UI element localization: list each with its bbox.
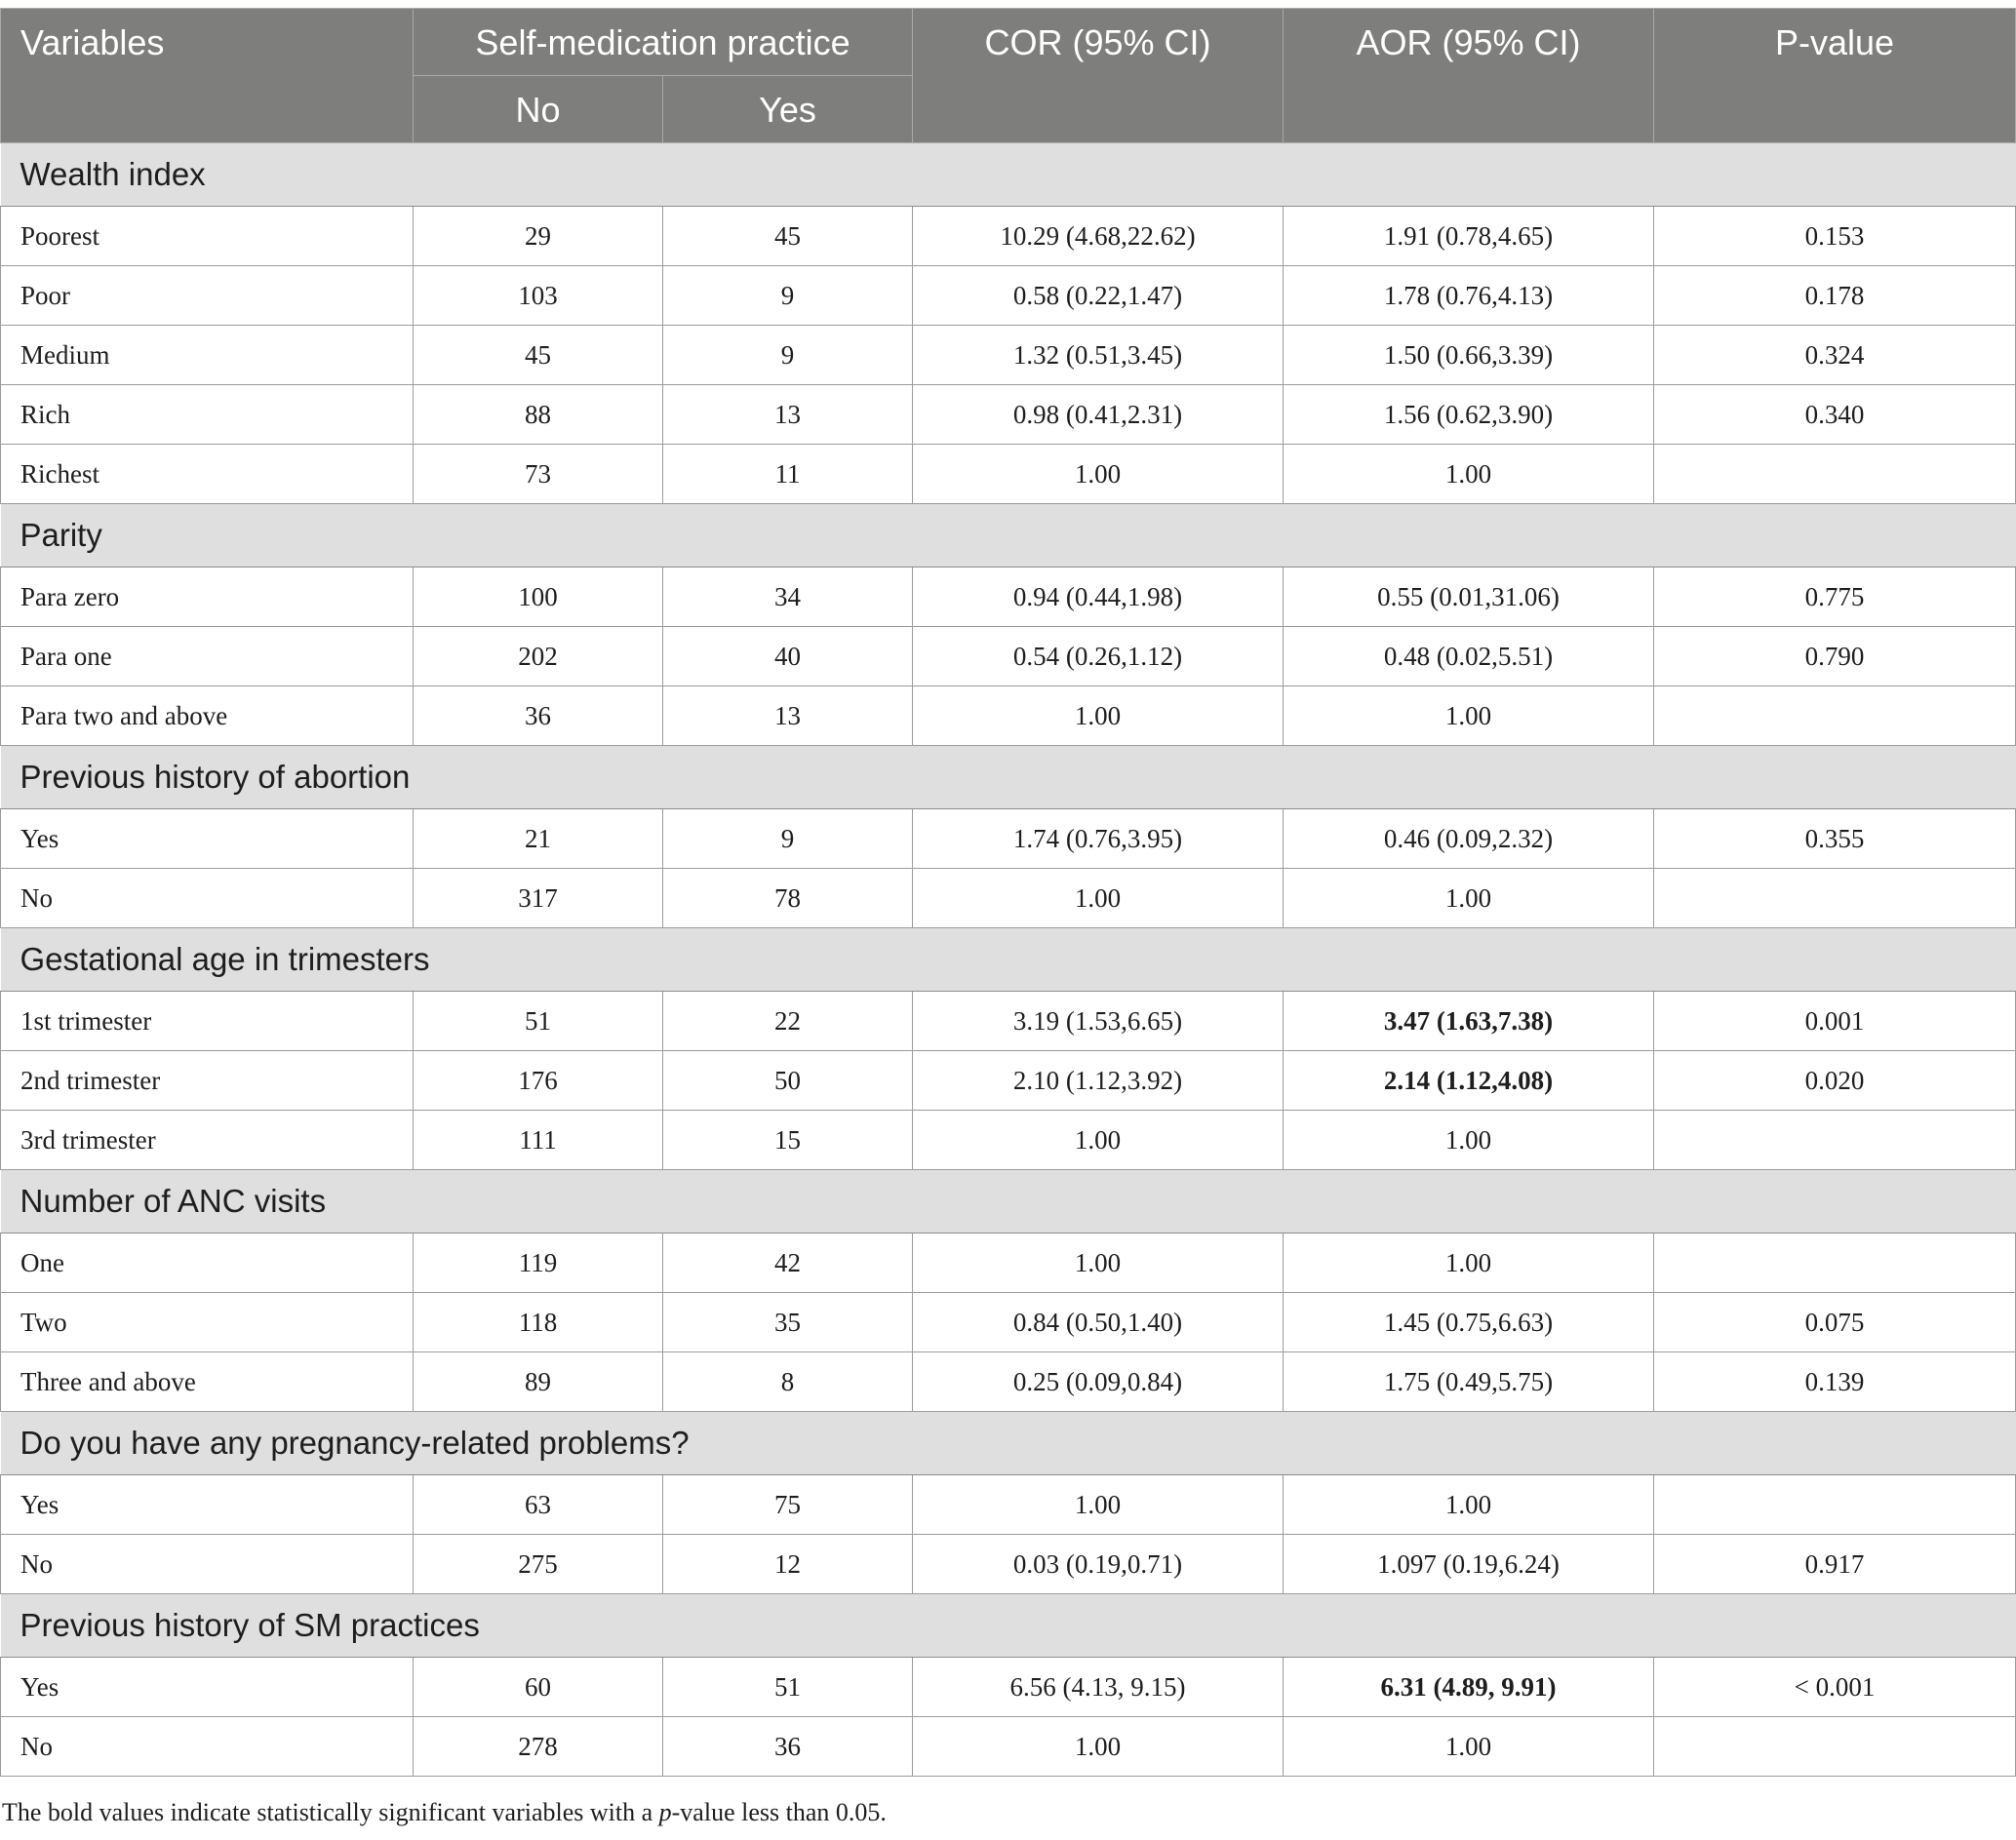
cell-aor: 3.47 (1.63,7.38): [1284, 992, 1654, 1051]
header-aor: AOR (95% CI): [1284, 9, 1654, 143]
table-row: [1, 445, 2016, 504]
cell-cor: 1.00: [913, 1233, 1284, 1293]
cell-yes: 22: [663, 992, 913, 1051]
header-pvalue: P-value: [1654, 9, 2016, 143]
group-title: Previous history of SM practices: [1, 1594, 2016, 1658]
cell-cor: 0.03 (0.19,0.71): [913, 1535, 1284, 1594]
cell-yes: 40: [663, 627, 913, 686]
cell-yes: 15: [663, 1111, 913, 1170]
cell-aor: 1.45 (0.75,6.63): [1284, 1293, 1654, 1352]
cell-pvalue: [1654, 1111, 2016, 1170]
cell-cor: 1.00: [913, 1717, 1284, 1777]
cell-pvalue: 0.020: [1654, 1051, 2016, 1111]
cell-no: 103: [414, 266, 663, 326]
cell-aor: 1.91 (0.78,4.65): [1284, 207, 1654, 266]
cell-aor: 1.50 (0.66,3.39): [1284, 326, 1654, 385]
cell-no: 73: [414, 445, 663, 504]
cell-aor: 1.00: [1284, 869, 1654, 928]
row-label: Medium: [1, 326, 414, 385]
cell-cor: 10.29 (4.68,22.62): [913, 207, 1284, 266]
row-label: No: [1, 869, 414, 928]
cell-no: 275: [414, 1535, 663, 1594]
cell-cor: 1.32 (0.51,3.45): [913, 326, 1284, 385]
cell-aor: 1.00: [1284, 445, 1654, 504]
cell-pvalue: [1654, 445, 2016, 504]
group-title: Gestational age in trimesters: [1, 928, 2016, 992]
cell-yes: 45: [663, 207, 913, 266]
cell-aor: 6.31 (4.89, 9.91): [1284, 1658, 1654, 1717]
cell-cor: 0.98 (0.41,2.31): [913, 385, 1284, 445]
header-cor: COR (95% CI): [913, 9, 1284, 143]
table-row: [1, 1658, 2016, 1717]
row-label: One: [1, 1233, 414, 1293]
cell-no: 36: [414, 686, 663, 746]
cell-pvalue: [1654, 1475, 2016, 1535]
footnote-after: -value less than 0.05.: [671, 1798, 887, 1826]
cell-no: 317: [414, 869, 663, 928]
group-header-row: [1, 1170, 2016, 1233]
cell-pvalue: 0.790: [1654, 627, 2016, 686]
cell-cor: 0.94 (0.44,1.98): [913, 568, 1284, 627]
row-label: Yes: [1, 809, 414, 869]
group-title: Do you have any pregnancy-related problems?: [1, 1412, 2016, 1475]
cell-yes: 36: [663, 1717, 913, 1777]
row-label: Yes: [1, 1475, 414, 1535]
cell-pvalue: 0.917: [1654, 1535, 2016, 1594]
cell-yes: 51: [663, 1658, 913, 1717]
cell-yes: 34: [663, 568, 913, 627]
row-label: Three and above: [1, 1352, 414, 1412]
row-label: Para two and above: [1, 686, 414, 746]
row-label: Para one: [1, 627, 414, 686]
table-row: [1, 266, 2016, 326]
table-row: [1, 568, 2016, 627]
footnote-before: The bold values indicate statistically significant variables with a: [2, 1798, 659, 1826]
cell-aor: 1.00: [1284, 1233, 1654, 1293]
table-row: [1, 627, 2016, 686]
table-row: [1, 1535, 2016, 1594]
cell-aor: 1.00: [1284, 1111, 1654, 1170]
row-label: Richest: [1, 445, 414, 504]
table-row: [1, 385, 2016, 445]
header-no: No: [414, 76, 663, 143]
cell-no: 202: [414, 627, 663, 686]
cell-no: 60: [414, 1658, 663, 1717]
cell-cor: 1.00: [913, 686, 1284, 746]
row-label: No: [1, 1717, 414, 1777]
table-row: [1, 686, 2016, 746]
cell-yes: 42: [663, 1233, 913, 1293]
row-label: No: [1, 1535, 414, 1594]
cell-aor: 1.75 (0.49,5.75): [1284, 1352, 1654, 1412]
table-row: [1, 809, 2016, 869]
cell-cor: 0.54 (0.26,1.12): [913, 627, 1284, 686]
cell-cor: 1.00: [913, 869, 1284, 928]
table-row: [1, 1051, 2016, 1111]
cell-pvalue: 0.075: [1654, 1293, 2016, 1352]
cell-aor: 1.78 (0.76,4.13): [1284, 266, 1654, 326]
cell-pvalue: 0.340: [1654, 385, 2016, 445]
cell-yes: 13: [663, 686, 913, 746]
cell-yes: 8: [663, 1352, 913, 1412]
table-body: [1, 143, 2016, 1777]
cell-pvalue: 0.178: [1654, 266, 2016, 326]
cell-pvalue: 0.153: [1654, 207, 2016, 266]
cell-pvalue: 0.355: [1654, 809, 2016, 869]
row-label: 2nd trimester: [1, 1051, 414, 1111]
cell-yes: 13: [663, 385, 913, 445]
cell-no: 89: [414, 1352, 663, 1412]
row-label: Two: [1, 1293, 414, 1352]
cell-yes: 11: [663, 445, 913, 504]
cell-pvalue: [1654, 1717, 2016, 1777]
cell-aor: 1.00: [1284, 686, 1654, 746]
group-title: Parity: [1, 504, 2016, 568]
table-row: [1, 1293, 2016, 1352]
cell-cor: 1.00: [913, 445, 1284, 504]
row-label: 3rd trimester: [1, 1111, 414, 1170]
cell-no: 278: [414, 1717, 663, 1777]
cell-aor: 1.00: [1284, 1717, 1654, 1777]
regression-table: [0, 8, 2016, 1777]
group-header-row: [1, 928, 2016, 992]
cell-yes: 78: [663, 869, 913, 928]
group-title: Previous history of abortion: [1, 746, 2016, 809]
group-header-row: [1, 1412, 2016, 1475]
cell-yes: 12: [663, 1535, 913, 1594]
row-label: Poor: [1, 266, 414, 326]
cell-cor: 2.10 (1.12,3.92): [913, 1051, 1284, 1111]
cell-pvalue: 0.775: [1654, 568, 2016, 627]
cell-no: 111: [414, 1111, 663, 1170]
cell-pvalue: 0.324: [1654, 326, 2016, 385]
table-row: [1, 869, 2016, 928]
cell-yes: 9: [663, 809, 913, 869]
header-variables: Variables: [1, 9, 414, 143]
group-header-row: [1, 504, 2016, 568]
cell-no: 118: [414, 1293, 663, 1352]
cell-aor: 2.14 (1.12,4.08): [1284, 1051, 1654, 1111]
group-header-row: [1, 143, 2016, 207]
cell-cor: 0.84 (0.50,1.40): [913, 1293, 1284, 1352]
cell-cor: 1.00: [913, 1475, 1284, 1535]
cell-yes: 50: [663, 1051, 913, 1111]
cell-no: 45: [414, 326, 663, 385]
table-container: [0, 8, 2016, 1777]
table-footnote: [2, 1798, 887, 1827]
cell-no: 21: [414, 809, 663, 869]
cell-no: 176: [414, 1051, 663, 1111]
cell-cor: 3.19 (1.53,6.65): [913, 992, 1284, 1051]
footnote-italic: p: [658, 1798, 672, 1826]
cell-aor: 1.56 (0.62,3.90): [1284, 385, 1654, 445]
header-sm-practice: Self-medication practice: [414, 9, 913, 76]
cell-pvalue: [1654, 1233, 2016, 1293]
table-row: [1, 326, 2016, 385]
group-title: Wealth index: [1, 143, 2016, 207]
group-header-row: [1, 1594, 2016, 1658]
cell-pvalue: 0.001: [1654, 992, 2016, 1051]
cell-cor: 0.58 (0.22,1.47): [913, 266, 1284, 326]
table-row: [1, 1475, 2016, 1535]
group-title: Number of ANC visits: [1, 1170, 2016, 1233]
table-row: [1, 992, 2016, 1051]
cell-pvalue: < 0.001: [1654, 1658, 2016, 1717]
cell-pvalue: 0.139: [1654, 1352, 2016, 1412]
table-row: [1, 1111, 2016, 1170]
table-header: [1, 9, 2016, 143]
group-header-row: [1, 746, 2016, 809]
cell-aor: 1.097 (0.19,6.24): [1284, 1535, 1654, 1594]
cell-no: 119: [414, 1233, 663, 1293]
cell-yes: 9: [663, 326, 913, 385]
row-label: Poorest: [1, 207, 414, 266]
cell-yes: 35: [663, 1293, 913, 1352]
row-label: Yes: [1, 1658, 414, 1717]
row-label: Para zero: [1, 568, 414, 627]
cell-yes: 75: [663, 1475, 913, 1535]
cell-cor: 1.74 (0.76,3.95): [913, 809, 1284, 869]
table-row: [1, 1352, 2016, 1412]
row-label: Rich: [1, 385, 414, 445]
cell-no: 29: [414, 207, 663, 266]
cell-pvalue: [1654, 686, 2016, 746]
cell-yes: 9: [663, 266, 913, 326]
row-label: 1st trimester: [1, 992, 414, 1051]
cell-aor: 0.48 (0.02,5.51): [1284, 627, 1654, 686]
cell-cor: 1.00: [913, 1111, 1284, 1170]
table-row: [1, 1233, 2016, 1293]
header-yes: Yes: [663, 76, 913, 143]
cell-no: 100: [414, 568, 663, 627]
cell-no: 51: [414, 992, 663, 1051]
cell-cor: 6.56 (4.13, 9.15): [913, 1658, 1284, 1717]
cell-no: 63: [414, 1475, 663, 1535]
cell-no: 88: [414, 385, 663, 445]
cell-pvalue: [1654, 869, 2016, 928]
table-row: [1, 207, 2016, 266]
cell-aor: 0.55 (0.01,31.06): [1284, 568, 1654, 627]
table-row: [1, 1717, 2016, 1777]
cell-aor: 1.00: [1284, 1475, 1654, 1535]
cell-aor: 0.46 (0.09,2.32): [1284, 809, 1654, 869]
cell-cor: 0.25 (0.09,0.84): [913, 1352, 1284, 1412]
